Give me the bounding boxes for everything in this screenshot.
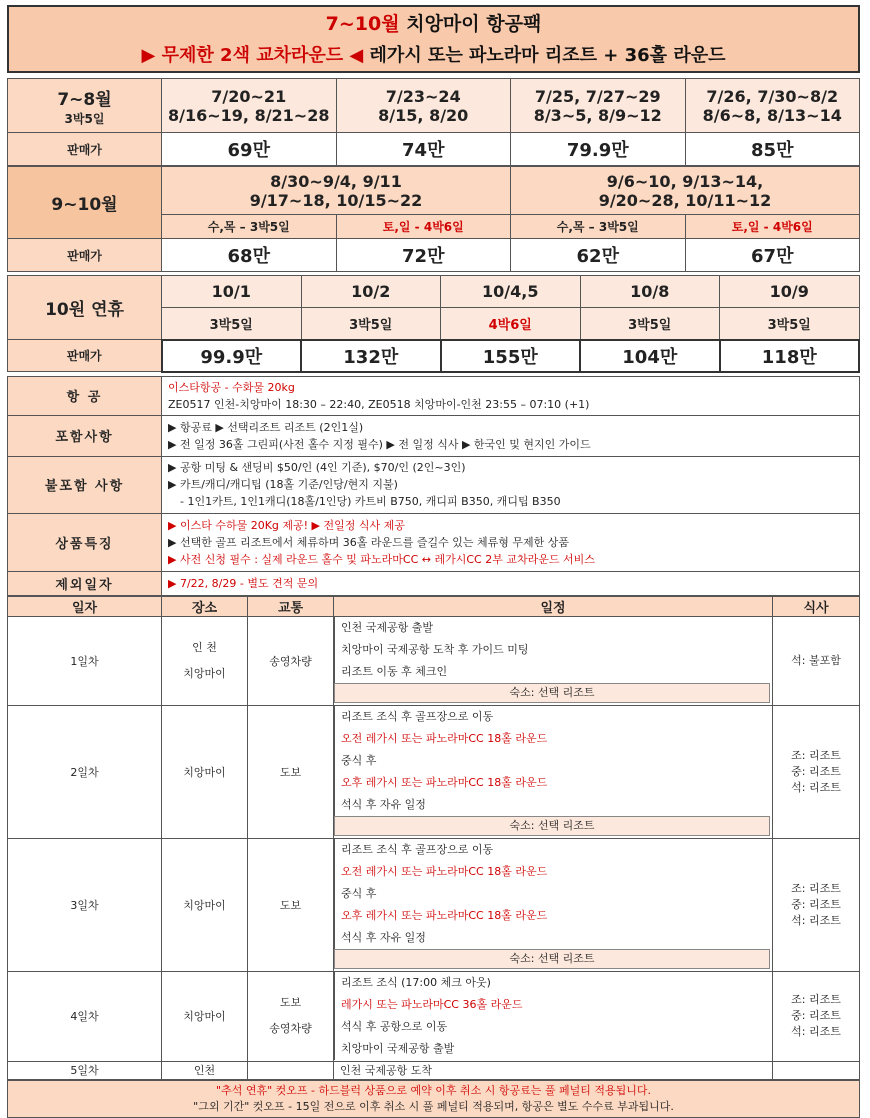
jul-aug-dates-3 <box>511 79 686 133</box>
stay-type: 토,일 - 4박6일 <box>685 215 860 239</box>
excluded-detail <box>162 456 860 513</box>
price-value: 99.9만 <box>162 340 302 372</box>
price-value: 79.9만 <box>511 133 686 166</box>
day-transport: 도보 <box>248 705 334 838</box>
jul-aug-label: 7~8월 <box>57 89 112 110</box>
day-meal: 석: 불포함 <box>773 616 860 705</box>
date-line: 8/16~19, 8/21~28 <box>168 105 330 125</box>
price-value: 69만 <box>162 133 337 166</box>
place-line: 인 천 <box>192 640 217 654</box>
schedule-header: 일정 <box>334 596 773 616</box>
included-line: ▶ 항공료 ▶ 선택리조트 리조트 (2인1실) <box>168 420 364 434</box>
date-line: 7/20~21 <box>211 86 287 106</box>
day-meal <box>773 838 860 971</box>
date-line: 7/23~24 <box>385 86 461 106</box>
price-value: 72만 <box>336 239 511 272</box>
date-line: 8/15, 8/20 <box>378 105 469 125</box>
place-line: 치앙마이 <box>183 666 226 680</box>
day-label: 1일차 <box>8 616 162 705</box>
excluded-dates-detail: ▶ 7/22, 8/29 - 별도 견적 문의 <box>162 571 860 595</box>
title-banner <box>7 5 860 73</box>
day-transport <box>248 1061 334 1079</box>
stay-line: 숙소: 선택 리조트 <box>334 949 770 969</box>
air-line: 이스타항공 - 수화물 20kg <box>168 380 295 394</box>
air-detail <box>162 376 860 415</box>
activity-line: 오후 레가시 또는 파노라마CC 18홀 라운드 <box>334 772 772 794</box>
day-transport: 도보 <box>248 838 334 971</box>
schedule-header: 교통 <box>248 596 334 616</box>
cancellation-notice <box>7 1080 860 1118</box>
meal-line: 석: 리조트 <box>791 1025 841 1038</box>
activity-line: 인천 국제공항 도착 <box>334 1061 773 1079</box>
schedule-table <box>7 596 860 1080</box>
title-months: 7~10월 <box>325 13 400 35</box>
title-line1 <box>9 7 858 41</box>
included-line: ▶ 전 일정 36홀 그린피(사전 홀수 지정 필수) ▶ 전 일정 식사 ▶ 한국인 및 현지인 가이드 <box>168 437 591 451</box>
activity-line: 중식 후 <box>334 750 772 772</box>
activity-line: 리조트 조식 후 골프장으로 이동 <box>334 839 772 861</box>
holiday-date: 10/9 <box>720 276 860 308</box>
holiday-nights: 3박5일 <box>580 308 720 340</box>
activity-line: 리조트 이동 후 체크인 <box>334 661 772 683</box>
notice-line: "그외 기간" 컷오프 - 15일 전으로 이후 취소 시 풀 페널티 적용되며, 항공은 별도 수수료 부과됩니다. <box>193 1099 674 1113</box>
meal-line: 조: 리조트 <box>791 748 841 762</box>
day-label: 4일차 <box>8 971 162 1061</box>
excluded-line: - 1인1카트, 1인1캐디(18홀/1인당) 카트비 B750, 캐디피 B350, 캐디팁 B350 <box>180 495 561 508</box>
tour-document <box>7 5 860 1118</box>
meal-line: 조: 리조트 <box>791 993 841 1006</box>
holiday-date: 10/8 <box>580 276 720 308</box>
price-value: 85만 <box>685 133 860 166</box>
holiday-label: 10원 연휴 <box>45 300 124 320</box>
schedule-header: 장소 <box>162 596 248 616</box>
meal-line: 중: 리조트 <box>791 1009 841 1022</box>
day-activities <box>334 705 773 838</box>
activity-line: 치앙마이 국제공항 도착 후 가이드 미팅 <box>334 639 772 661</box>
price-value: 74만 <box>336 133 511 166</box>
day-meal <box>773 971 860 1061</box>
air-label: 항 공 <box>8 376 162 415</box>
holiday-nights: 3박5일 <box>301 308 441 340</box>
day-transport: 송영차량 <box>248 616 334 705</box>
excluded-line: ▶ 공항 미팅 & 샌딩비 $50/인 (4인 기준), $70/인 (2인~3인) <box>168 461 466 474</box>
holiday-date: 10/4,5 <box>441 276 581 308</box>
excluded-dates-label: 제외일자 <box>8 571 162 595</box>
day-meal <box>773 705 860 838</box>
activity-line: 오전 레가시 또는 파노라마CC 18홀 라운드 <box>334 728 772 750</box>
sep-oct-label-cell <box>8 167 162 239</box>
holiday-nights: 3박5일 <box>162 308 302 340</box>
sep-oct-group1 <box>162 167 511 215</box>
sep-oct-label: 9~10월 <box>51 195 118 215</box>
price-value: 155만 <box>441 340 581 372</box>
holiday-nights: 4박6일 <box>441 308 581 340</box>
activity-line: 치앙마이 국제공항 출발 <box>334 1038 772 1060</box>
activity-line: 레가시 또는 파노라마CC 36홀 라운드 <box>334 994 772 1016</box>
price-label: 판매가 <box>8 239 162 272</box>
price-value: 68만 <box>162 239 337 272</box>
meal-line: 조: 리조트 <box>791 881 841 895</box>
day-activities <box>334 971 773 1061</box>
date-line: 9/17~18, 10/15~22 <box>249 190 423 210</box>
feature-line: ▶ 사전 신청 필수 : 실제 라운드 홀수 및 파노라마CC ↔ 레가시CC 2부 교차라운드 서비스 <box>168 552 595 566</box>
stay-type: 수,목 – 3박5일 <box>162 215 337 239</box>
excluded-label: 불포함 사항 <box>8 456 162 513</box>
activity-line: 리조트 조식 후 골프장으로 이동 <box>334 706 772 728</box>
jul-aug-price-table <box>7 78 860 166</box>
date-line: 9/20~28, 10/11~12 <box>598 190 772 210</box>
feature-line: ▶ 선택한 골프 리조트에서 체류하며 36홀 라운드를 즐길수 있는 체류형 무제한 상품 <box>168 535 569 549</box>
price-label: 판매가 <box>8 133 162 166</box>
title-highlight: ▶ 무제한 2색 교차라운드 ◀ <box>141 45 364 66</box>
meal-line: 석: 리조트 <box>791 780 841 794</box>
jul-aug-dates-2 <box>336 79 511 133</box>
transport-line: 송영차량 <box>269 1022 312 1035</box>
price-value: 104만 <box>580 340 720 372</box>
sep-oct-price-table <box>7 166 860 272</box>
notice-line: "추석 연휴" 컷오프 - 하드블럭 상품으로 예약 이후 취소 시 항공료는 풀 페널티 적용됩니다. <box>216 1083 651 1097</box>
activity-line: 석식 후 공항으로 이동 <box>334 1016 772 1038</box>
holiday-price-table <box>7 275 860 373</box>
product-info-table <box>7 376 860 596</box>
excluded-line: ▶ 카트/캐디/캐디팁 (18홀 기준/인당/현지 지불) <box>168 478 398 491</box>
date-line: 7/25, 7/27~29 <box>534 86 661 106</box>
holiday-date: 10/1 <box>162 276 302 308</box>
price-label: 판매가 <box>8 340 162 372</box>
meal-line: 석: 리조트 <box>791 913 841 927</box>
day-place <box>162 616 248 705</box>
day-label: 2일차 <box>8 705 162 838</box>
transport-line: 도보 <box>279 996 302 1009</box>
jul-aug-label-cell <box>8 79 162 133</box>
schedule-header: 일자 <box>8 596 162 616</box>
jul-aug-dates-1 <box>162 79 337 133</box>
features-detail <box>162 513 860 571</box>
activity-line: 중식 후 <box>334 883 772 905</box>
air-line: ZE0517 인천-치앙마이 18:30 – 22:40, ZE0518 치앙마이-인천 23:55 – 07:10 (+1) <box>168 397 590 411</box>
price-value: 62만 <box>511 239 686 272</box>
day-activities <box>334 838 773 971</box>
stay-type: 수,목 – 3박5일 <box>511 215 686 239</box>
price-value: 67만 <box>685 239 860 272</box>
stay-line: 숙소: 선택 리조트 <box>334 683 770 703</box>
feature-line: ▶ 이스타 수하물 20Kg 제공! ▶ 전일정 식사 제공 <box>168 518 405 532</box>
included-label: 포함사항 <box>8 415 162 456</box>
title-product: 치앙마이 항공팩 <box>399 13 542 35</box>
date-line: 8/6~8, 8/13~14 <box>702 105 842 125</box>
stay-line: 숙소: 선택 리조트 <box>334 816 770 836</box>
day-place: 치앙마이 <box>162 705 248 838</box>
schedule-header: 식사 <box>773 596 860 616</box>
day-activities <box>334 616 773 705</box>
features-label: 상품특징 <box>8 513 162 571</box>
date-line: 8/3~5, 8/9~12 <box>533 105 662 125</box>
activity-line: 석식 후 자유 일정 <box>334 927 772 949</box>
activity-line: 리조트 조식 (17:00 체크 아웃) <box>334 972 772 994</box>
holiday-nights: 3박5일 <box>720 308 860 340</box>
activity-line: 석식 후 자유 일정 <box>334 794 772 816</box>
title-line2 <box>9 41 858 71</box>
day-transport <box>248 971 334 1061</box>
date-line: 7/26, 7/30~8/2 <box>706 86 839 106</box>
jul-aug-dates-4 <box>685 79 860 133</box>
date-line: 9/6~10, 9/13~14, <box>606 171 764 191</box>
day-label: 3일차 <box>8 838 162 971</box>
day-label: 5일차 <box>8 1061 162 1079</box>
jul-aug-nights: 3박5일 <box>64 111 105 126</box>
activity-line: 인천 국제공항 출발 <box>334 617 772 639</box>
holiday-date: 10/2 <box>301 276 441 308</box>
holiday-label-cell <box>8 276 162 340</box>
day-place: 인천 <box>162 1061 248 1079</box>
activity-line: 오후 레가시 또는 파노라마CC 18홀 라운드 <box>334 905 772 927</box>
date-line: 8/30~9/4, 9/11 <box>270 171 402 191</box>
price-value: 132만 <box>301 340 441 372</box>
title-subtitle: 레가시 또는 파노라마 리조트 + 36홀 라운드 <box>363 45 726 66</box>
price-value: 118만 <box>720 340 860 372</box>
stay-type: 토,일 - 4박6일 <box>336 215 511 239</box>
sep-oct-group2 <box>511 167 860 215</box>
day-place: 치앙마이 <box>162 971 248 1061</box>
day-meal <box>773 1061 860 1079</box>
meal-line: 중: 리조트 <box>791 764 841 778</box>
meal-line: 중: 리조트 <box>791 897 841 911</box>
day-place: 치앙마이 <box>162 838 248 971</box>
activity-line: 오전 레가시 또는 파노라마CC 18홀 라운드 <box>334 861 772 883</box>
included-detail <box>162 415 860 456</box>
